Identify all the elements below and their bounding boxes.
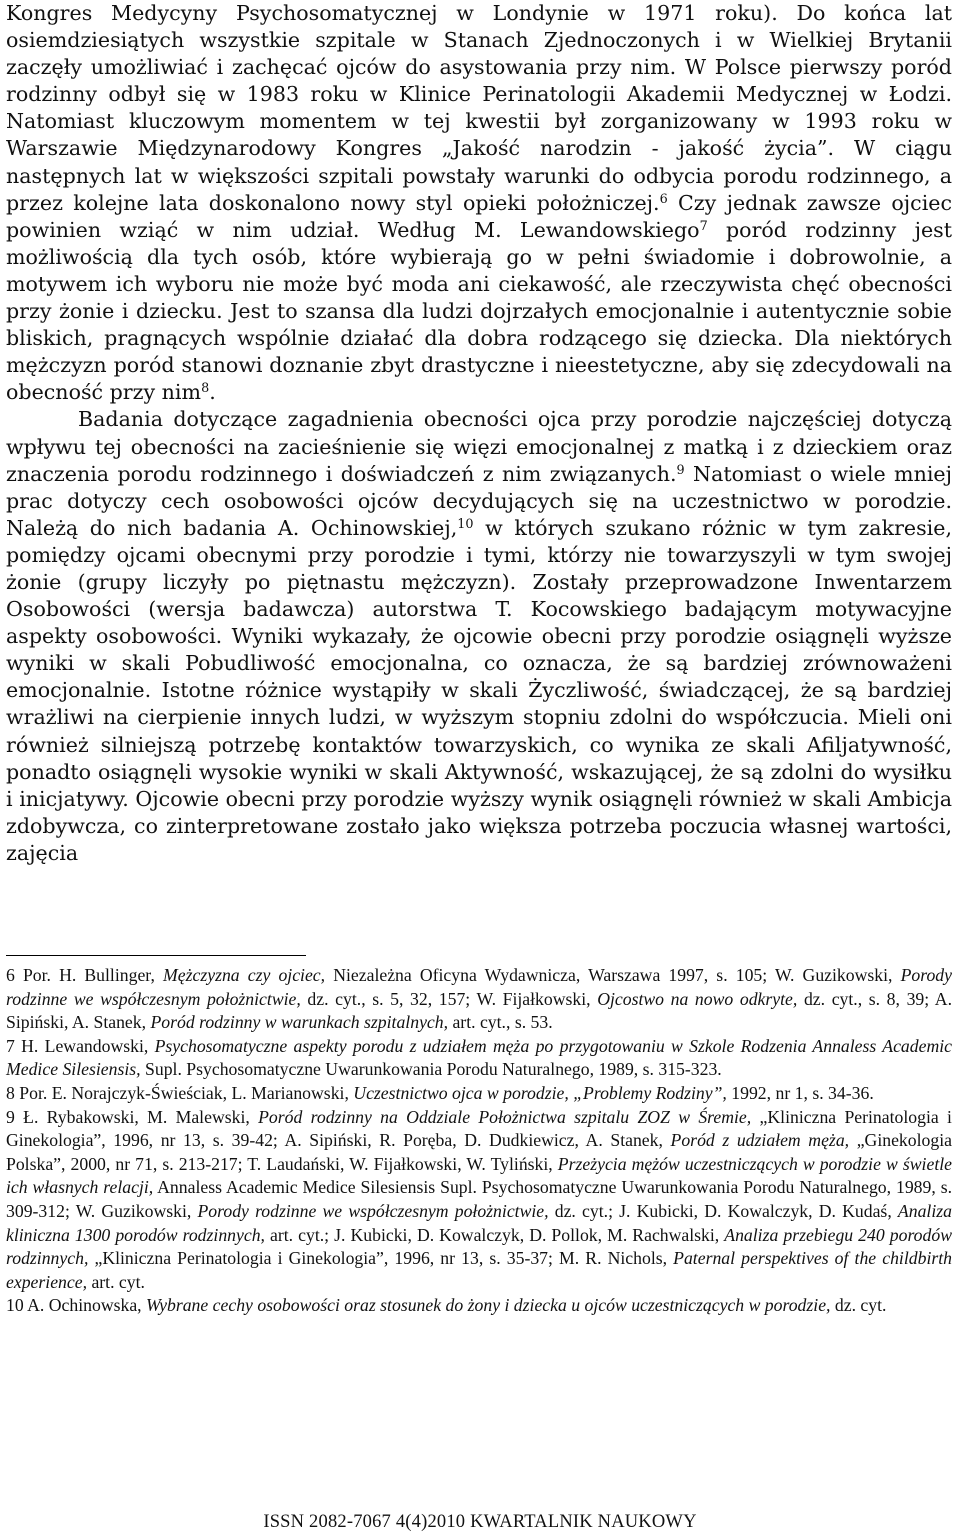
- footnote-10-text: dz. cyt.: [830, 1295, 887, 1316]
- footnote-6-text: dz. cyt., s. 8, 39; A. Sipiński, A. Stanek,: [6, 988, 953, 1033]
- footnote-9-title: Porody rodzinne we współczesnym położnictwie,: [197, 1200, 549, 1221]
- footnote-10-text: 10 A. Ochinowska,: [6, 1295, 147, 1316]
- footnote-6-title: Poród rodzinny w warunkach szpitalnych,: [150, 1012, 449, 1033]
- footnote-9-text: „Ginekologia Polska”, 2000, nr 71, s. 213-217; T. Laudański, W. Fijałkowski, W. Tyliński,: [6, 1130, 952, 1174]
- paragraph-1-text-b: Czy jednak zawsze ojciec powinien wziąć w nim udział. Według M. Lewandowskiego: [6, 190, 953, 242]
- footnote-9-title: Przeżycia mężów uczestniczących w porodzie w świetle ich własnych relacji,: [6, 1153, 952, 1198]
- footnote-7-text: 7 H. Lewandowski,: [6, 1035, 155, 1056]
- paragraph-2-text-a: Badania dotyczące zagadnienia obecności ojca przy porodzie najczęściej dotyczą wpływu tej obecności na zacieśnienie się więzi emocjonalnej z matką i z dzieckiem oraz znaczenia porodu rodzinnego i doświadczeń z nim związanych.: [6, 407, 952, 486]
- footnote-9-text: „Kliniczna Perinatologia i Ginekologia”, 1996, nr 13, s. 35-37; M. R. Nichols,: [88, 1248, 674, 1269]
- footnote-6-title: Mężczyzna czy ojciec,: [163, 965, 326, 985]
- footnote-6-text: art. cyt., s. 53.: [448, 1012, 553, 1033]
- footnote-9-text: „Kliniczna Perinatologia i Ginekologia”, 1996, nr 13, s. 39-42; A. Sipiński, R. Poręba, D. Dudkiewicz, A. Stanek,: [6, 1106, 952, 1151]
- footnote-10: [6, 1294, 952, 1318]
- paragraph-1-text-d: .: [209, 380, 216, 405]
- footnote-9-title: Poród rodzinny na Oddziale Położnictwa szpitalu ZOZ w Śremie,: [258, 1106, 752, 1127]
- footnote-6: [6, 964, 952, 1035]
- footnote-9-title: Poród z udziałem męża,: [670, 1130, 850, 1151]
- footnote-9-text: Annaless Academic Medice Silesiensis Supl. Psychosomatyczne Uwarunkowania Porodu Naturalnego, 1989, s. 309-312; W. Guzikowski,: [6, 1177, 953, 1221]
- footnote-9-title: Analiza kliniczna 1300 porodów rodzinnych,: [6, 1200, 952, 1245]
- page-footer: ISSN 2082-7067 4(4)2010 KWARTALNIK NAUKOWY: [263, 1512, 697, 1532]
- footnotes: [6, 964, 952, 1318]
- footnote-9-title: Paternal perspektives of the childbirth experience,: [6, 1248, 953, 1292]
- paragraph-1: [6, 0, 952, 406]
- footnote-8-text: 8 Por. E. Norajczyk-Świeściak, L. Marianowski,: [6, 1082, 354, 1103]
- footnote-9-title: Analiza przebiegu 240 porodów rodzinnych,: [6, 1224, 952, 1269]
- footnote-9-text: art. cyt.; J. Kubicki, D. Kowalczyk, D. Pollok, M. Rachwalski,: [264, 1224, 725, 1245]
- footnote-ref-10: 10: [457, 516, 474, 532]
- footnote-7-title: Psychosomatyczne aspekty porodu z udziałem męża po przygotowaniu w Szkole Rodzenia Annaless Academic Medice Silesiensis,: [6, 1035, 952, 1080]
- footnote-ref-9: 9: [676, 462, 685, 478]
- footnote-7-text: Supl. Psychosomatyczne Uwarunkowania Porodu Naturalnego, 1989, s. 315-323.: [140, 1059, 722, 1080]
- footnote-separator: [6, 955, 306, 956]
- document-page: [6, 0, 952, 867]
- paragraph-2-text-c: w których szukano różnic w tym zakresie, pomiędzy ojcami obecnymi przy porodzie i tymi, którzy nie towarzyszyli w tym swojej żonie (grupy liczyły po piętnastu mężczyzn). Zostały przeprowadzone Inwentarzem Osobowości (wersja badawcza) autorstwa T. Kocowskiego badającym motywacyjne aspekty osobowości. Wyniki wykazały, że ojcowie obecni przy porodzie osiągnęli wyższe wyniki w skali Pobudliwość emocjonalna, co oznacza, że są bardziej zrównoważeni emocjonalnie. Istotne różnice wystąpiły w skali Życzliwość, świadczącej, że są bardziej wrażliwi na cierpienie innych ludzi, w wyższym stopniu zdolni do współczucia. Mieli oni również silniejszą potrzebę kontaktów towarzyskich, co wynika ze skali Afiljatywność, ponadto osiągnęli wysokie wyniki w skali Aktywność, wskazującej, że są zdolni do wysiłku i inicjatywy. Ojcowie obecni przy porodzie wyższy wynik osiągnęli również w skali Ambicja zdobywcza, co zinterpretowane zostało jako większa potrzeba poczucia własnej wartości, zajęcia: [6, 515, 952, 865]
- footnote-6-text: Niezależna Oficyna Wydawnicza, Warszawa 1997, s. 105; W. Guzikowski,: [325, 965, 901, 985]
- paragraph-1-text-c: poród rodzinny jest możliwością dla tych osób, które wybierają go w pełni świadomie i dobrowolnie, a motywem ich wyboru nie może być moda ani ciekawość, ale rzeczywista chęć obecności przy żonie i dziecku. Jest to szansa dla ludzi dojrzałych emocjonalnie i autentycznie sobie bliskich, pragnących wspólnie działać dla dobra rodzącego się dziecka. Dla niektórych mężczyzn poród stanowi doznanie zbyt drastyczne i nieestetyczne, aby się zdecydowali na obecność przy nim: [6, 217, 952, 405]
- main-text: [6, 0, 952, 867]
- footnote-ref-6: 6: [659, 191, 668, 207]
- footnote-8: [6, 1082, 952, 1106]
- footnote-6-title: Ojcostwo na nowo odkryte,: [597, 988, 798, 1009]
- footnote-10-title: Wybrane cechy osobowości oraz stosunek do żony i dziecka u ojców uczestniczących w porodzie,: [146, 1295, 831, 1316]
- footnote-7: [6, 1035, 952, 1082]
- footnote-9: [6, 1106, 952, 1295]
- footnote-ref-8: 8: [201, 381, 210, 397]
- footnote-9-text: 9 Ł. Rybakowski, M. Malewski,: [6, 1106, 259, 1127]
- footnote-6-text: dz. cyt., s. 5, 32, 157; W. Fijałkowski,: [300, 988, 598, 1009]
- footnote-8-text: 1992, nr 1, s. 34-36.: [726, 1082, 874, 1103]
- paragraph-2: [6, 406, 952, 867]
- footnote-8-title: Uczestnictwo ojca w porodzie, „Problemy Rodziny”,: [353, 1082, 727, 1103]
- footnote-6-text: 6 Por. H. Bullinger,: [6, 965, 164, 985]
- footnote-9-text: art. cyt.: [87, 1271, 145, 1292]
- footnote-9-text: dz. cyt.; J. Kubicki, D. Kowalczyk, D. Kudaś,: [548, 1200, 898, 1221]
- footnote-6-title: Porody rodzinne we współczesnym położnictwie,: [6, 965, 952, 1009]
- paragraph-2-text-b: Natomiast o wiele mniej prac dotyczy cech osobowości ojców decydujących się na uczestnictwo w porodzie. Należą do nich badania A. Ochinowskiej,: [6, 461, 952, 540]
- paragraph-1-text-a: Kongres Medycyny Psychosomatycznej w Londynie w 1971 roku). Do końca lat osiemdziesiątych wszystkie szpitale w Stanach Zjednoczonych i w Wielkiej Brytanii zaczęły umożliwiać i zachęcać ojców do asystowania przy nim. W Polsce pierwszy poród rodzinny odbył się w 1983 roku w Klinice Perinatologii Akademii Medycznej w Łodzi. Natomiast kluczowym momentem w tej kwestii był zorganizowany w 1993 roku w Warszawie Międzynarodowy Kongres „Jakość narodzin - jakość życia”. W ciągu następnych lat w większości szpitali powstały warunki do odbycia porodu rodzinnego, a przez kolejne lata doskonalono nowy styl opieki położniczej.: [6, 1, 952, 215]
- footnote-ref-7: 7: [699, 218, 708, 234]
